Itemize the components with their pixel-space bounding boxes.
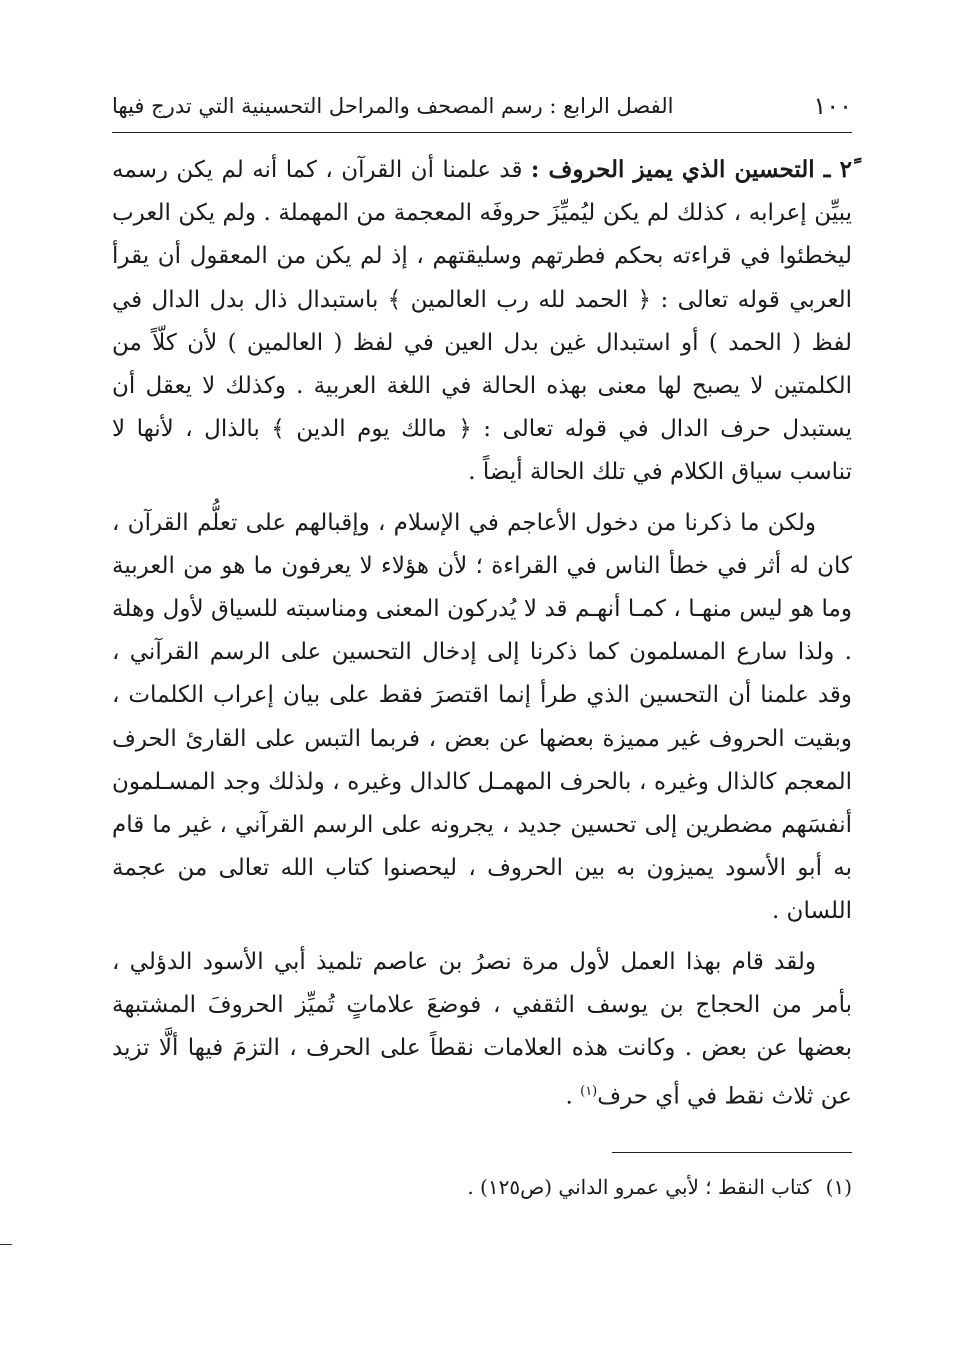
- header-rule: [112, 132, 852, 133]
- margin-mark: [0, 1244, 12, 1245]
- footnote: [112, 1170, 852, 1204]
- paragraph-1-text: قد علمنا أن القرآن ، كما أنه لم يكن رسمه يبيِّن إعرابه ، كذلك لم يكن ليُميِّزَ حروفَه المعجمة من المهملة . ولم يكن العرب ليخطئوا في قراءته بحكم فطرتهم وسليقتهم ، إذ لم يكن من المعقول أن يقرأ العربي قوله تعالى : ﴿ الحمد لله رب العالمين ﴾ باستبدال ذال بدل الدال في لفظ ( الحمد ) أو استبدال غين بدل العين في لفظ ( العالمين ) لأن كلّاً من الكلمتين لا يصبح لها معنى بهذه الحالة في اللغة العربية . وكذلك لا يعقل أن يستبدل حرف الدال في قوله تعالى : ﴿ مالك يوم الدين ﴾ بالذال ، لأنها لا تناسب سياق الكلام في تلك الحالة أيضاً .: [112, 157, 852, 486]
- body-text: [112, 148, 852, 1126]
- paragraph-3-end: .: [565, 1083, 581, 1110]
- footnote-rule: [612, 1152, 852, 1153]
- paragraph-1: [112, 148, 852, 495]
- paragraph-3-text: ولقد قام بهذا العمل لأول مرة نصرُ بن عاصم تلميذ أبي الأسود الدؤلي ، بأمر من الحجاج بن يوسف الثقفي ، فوضعَ علاماتٍ تُميِّز الحروفَ المشتبهة بعضها عن بعض . وكانت هذه العلامات نقطاً على الحرف ، التزمَ فيها ألَّا تزيد عن ثلاث نقط في أي حرف: [112, 948, 852, 1110]
- paragraph-2: ولكن ما ذكرنا من دخول الأعاجم في الإسلام ، وإقبالهم على تعلُّم القرآن ، كان له أثر في خطأ الناس في القراءة ؛ لأن هؤلاء لا يعرفون ما هو من العربية وما هو ليس منهـا ، كمـا أنهـم قد لا يُدركون المعنى ومناسبته للسياق لأول وهلة . ولذا سارع المسلمون كما ذكرنا إلى إدخال التحسين على الرسم القرآني ، وقد علمنا أن التحسين الذي طرأ إنما اقتصرَ فقط على بيان إعراب الكلمات ، وبقيت الحروف غير مميزة بعضها عن بعض ، فربما التبس على القارئ الحرف المعجم كالذال وغيره ، بالحرف المهمـل كالدال وغيره ، ولذلك وجد المسـلمون أنفسَهم مضطرين إلى تحسين جديد ، يجرونه على الرسم القرآني ، غير ما قام به أبو الأسود يميزون به بين الحروف ، ليحصنوا كتاب الله تعالى من عجمة اللسان .: [112, 509, 853, 925]
- footnote-number: (١): [825, 1175, 852, 1199]
- page-number: ١٠٠: [813, 92, 852, 120]
- running-header: [112, 86, 852, 126]
- footnote-reference: (١): [580, 1084, 598, 1100]
- chapter-title: الفصل الرابع : رسم المصحف والمراحل التحسينية التي تدرج فيها: [112, 94, 674, 118]
- paragraph-3: [112, 941, 852, 1119]
- footnote-text: كتاب النقط ؛ لأبي عمرو الداني (ص١٢٥) .: [467, 1175, 812, 1199]
- section-heading: ٢ً ـ التحسين الذي يميز الحروف :: [530, 156, 852, 183]
